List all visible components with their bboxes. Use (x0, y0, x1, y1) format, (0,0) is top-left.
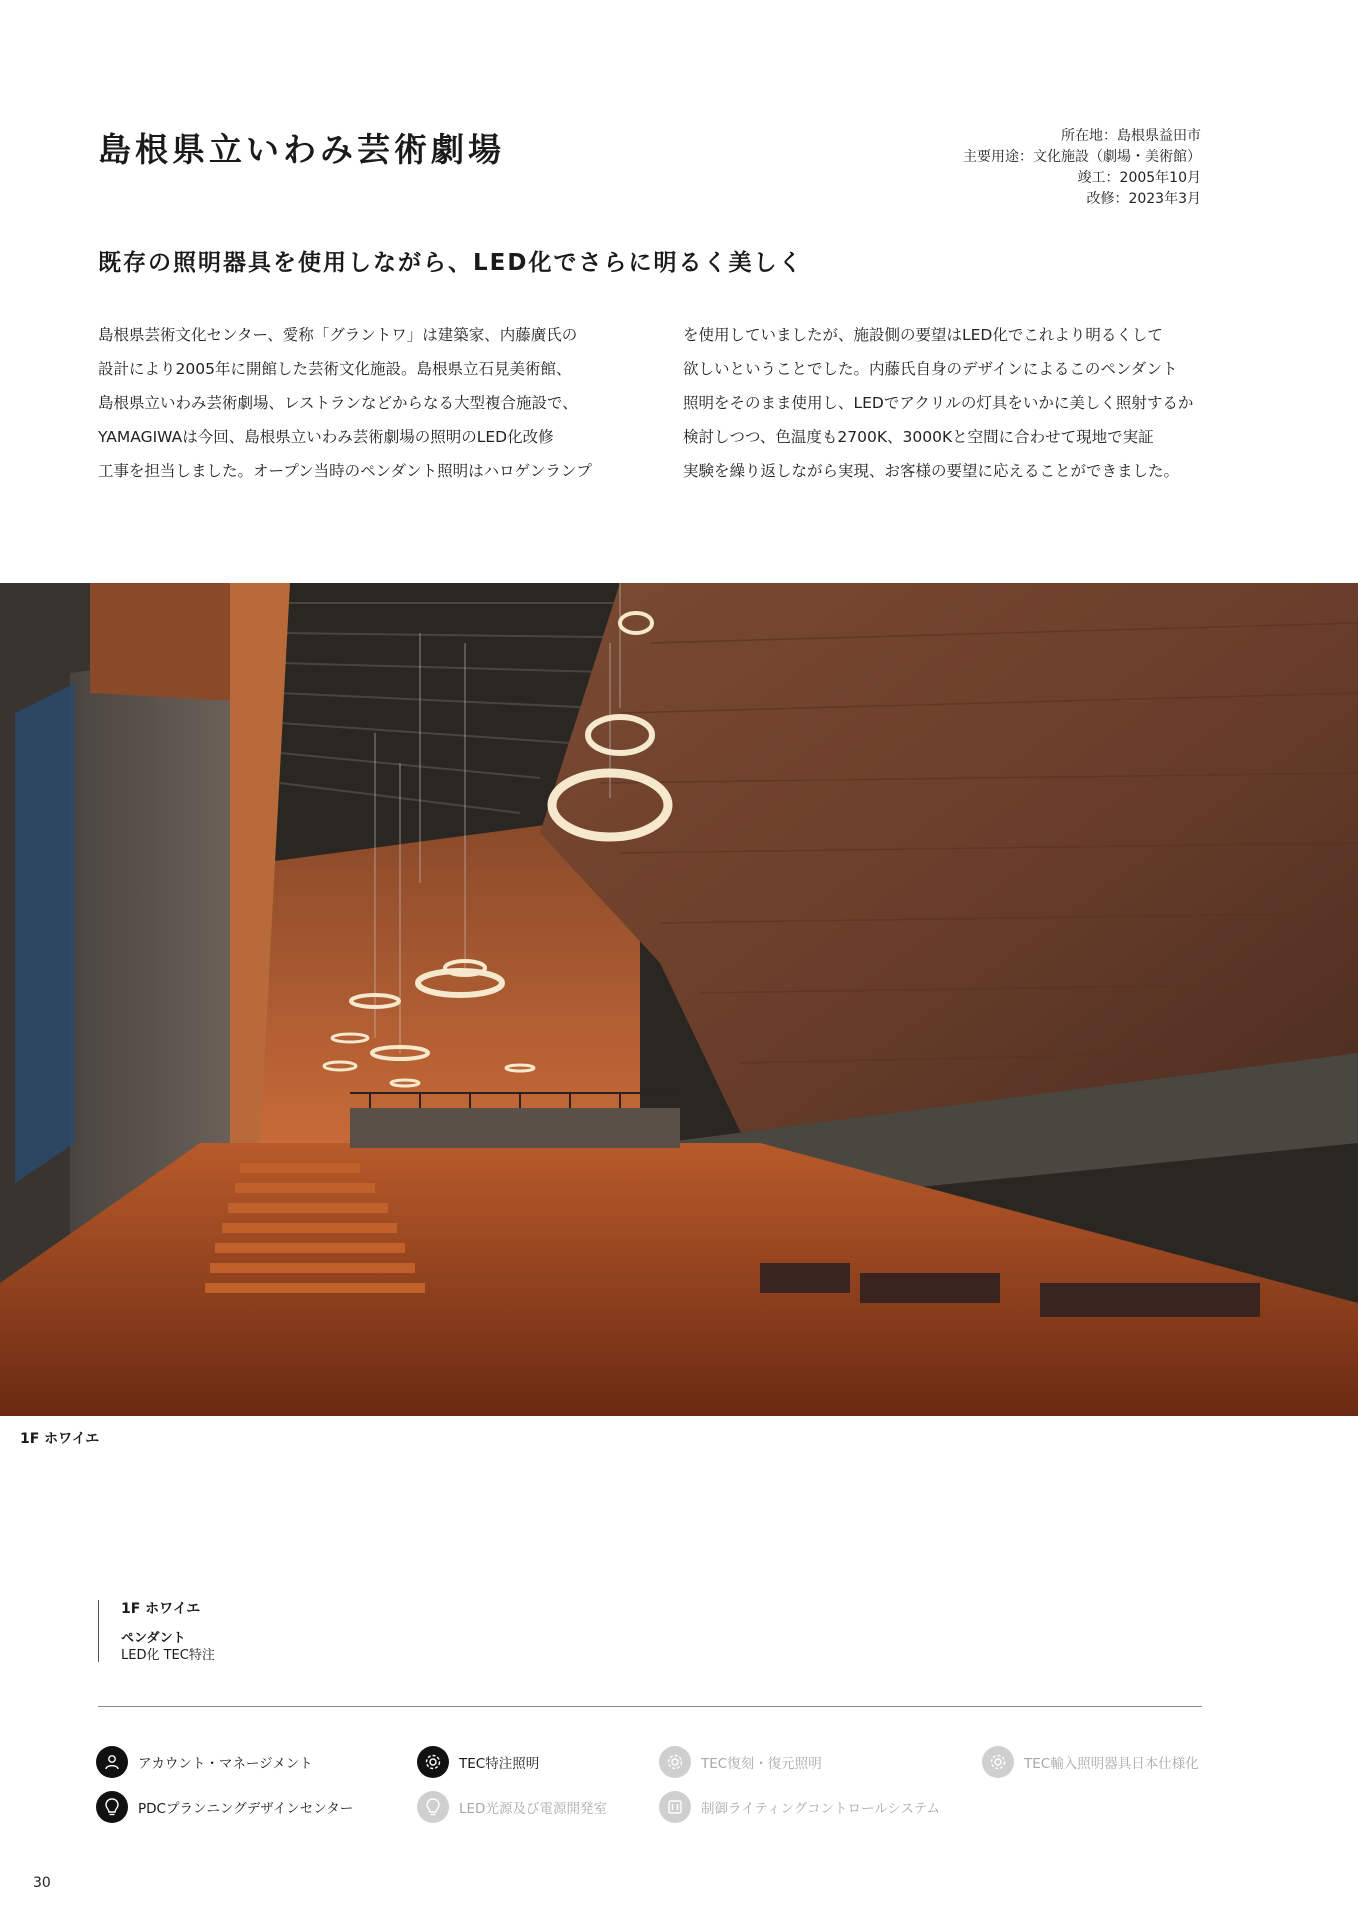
service-label: TEC復刻・復元照明 (701, 1756, 822, 1772)
service-tec-custom (417, 1745, 539, 1779)
body-line: 島根県立いわみ芸術劇場、レストランなどからなる大型複合施設で、 (98, 394, 578, 412)
body-line: 欲しいということでした。内藤氏自身のデザインによるこのペンダント (683, 360, 1178, 378)
section-subtitle: 既存の照明器具を使用しながら、LED化でさらに明るく美しく (98, 250, 804, 276)
body-line: 設計により2005年に開館した芸術文化施設。島根県立石見美術館、 (98, 360, 572, 378)
fixture-location: 1F ホワイエ (121, 1601, 201, 1617)
control-panel-icon (659, 1791, 691, 1823)
body-text-left (98, 318, 638, 488)
gear-icon (417, 1746, 449, 1778)
service-label: TEC輸入照明器具日本仕様化 (1024, 1756, 1199, 1772)
meta-completed: 竣工：2005年10月 (1077, 170, 1201, 186)
fixture-info (98, 1600, 215, 1662)
gear-icon (982, 1746, 1014, 1778)
service-label: TEC特注照明 (459, 1756, 540, 1772)
service-tec-restoration (659, 1745, 822, 1779)
gear-icon (659, 1746, 691, 1778)
service-label: アカウント・マネージメント (138, 1756, 313, 1772)
body-text-right (683, 318, 1223, 488)
lightbulb-icon (96, 1791, 128, 1823)
divider (98, 1706, 1202, 1707)
project-meta (963, 126, 1201, 210)
body-line: 島根県芸術文化センター、愛称「グラントワ」は建築家、内藤廣氏の (98, 326, 578, 344)
photo-caption: 1F ホワイエ (20, 1431, 100, 1447)
meta-location: 所在地：島根県益田市 (1061, 128, 1201, 144)
service-led-development (417, 1790, 607, 1824)
body-line: 照明をそのまま使用し、LEDでアクリルの灯具をいかに美しく照射するか (683, 394, 1194, 412)
page-number: 30 (33, 1875, 51, 1891)
page-title: 島根県立いわみ芸術劇場 (98, 130, 505, 169)
lightbulb-icon (417, 1791, 449, 1823)
service-lighting-control (659, 1790, 940, 1824)
fixture-type: ペンダント (121, 1631, 186, 1646)
body-line: YAMAGIWAは今回、島根県立いわみ芸術劇場の照明のLED化改修 (98, 428, 554, 446)
service-tec-import (982, 1745, 1199, 1779)
meta-renovated: 改修：2023年3月 (1086, 191, 1201, 207)
service-account-management (96, 1745, 313, 1779)
person-icon (96, 1746, 128, 1778)
body-line: 実験を繰り返しながら実現、お客様の要望に応えることができました。 (683, 462, 1180, 480)
body-line: を使用していましたが、施設側の要望はLED化でこれより明るくして (683, 326, 1163, 344)
fixture-spec: LED化 TEC特注 (121, 1648, 215, 1663)
service-pdc (96, 1790, 353, 1824)
service-label: 制御ライティングコントロールシステム (701, 1801, 941, 1817)
meta-usage: 主要用途：文化施設（劇場・美術館） (963, 149, 1201, 165)
service-label: LED光源及び電源開発室 (459, 1801, 607, 1817)
body-line: 工事を担当しました。オープン当時のペンダント照明はハロゲンランプ (98, 462, 592, 480)
body-line: 検討しつつ、色温度も2700K、3000Kと空間に合わせて現地で実証 (683, 428, 1154, 446)
service-label: PDCプランニングデザインセンター (138, 1801, 354, 1817)
foyer-photo (0, 583, 1358, 1416)
